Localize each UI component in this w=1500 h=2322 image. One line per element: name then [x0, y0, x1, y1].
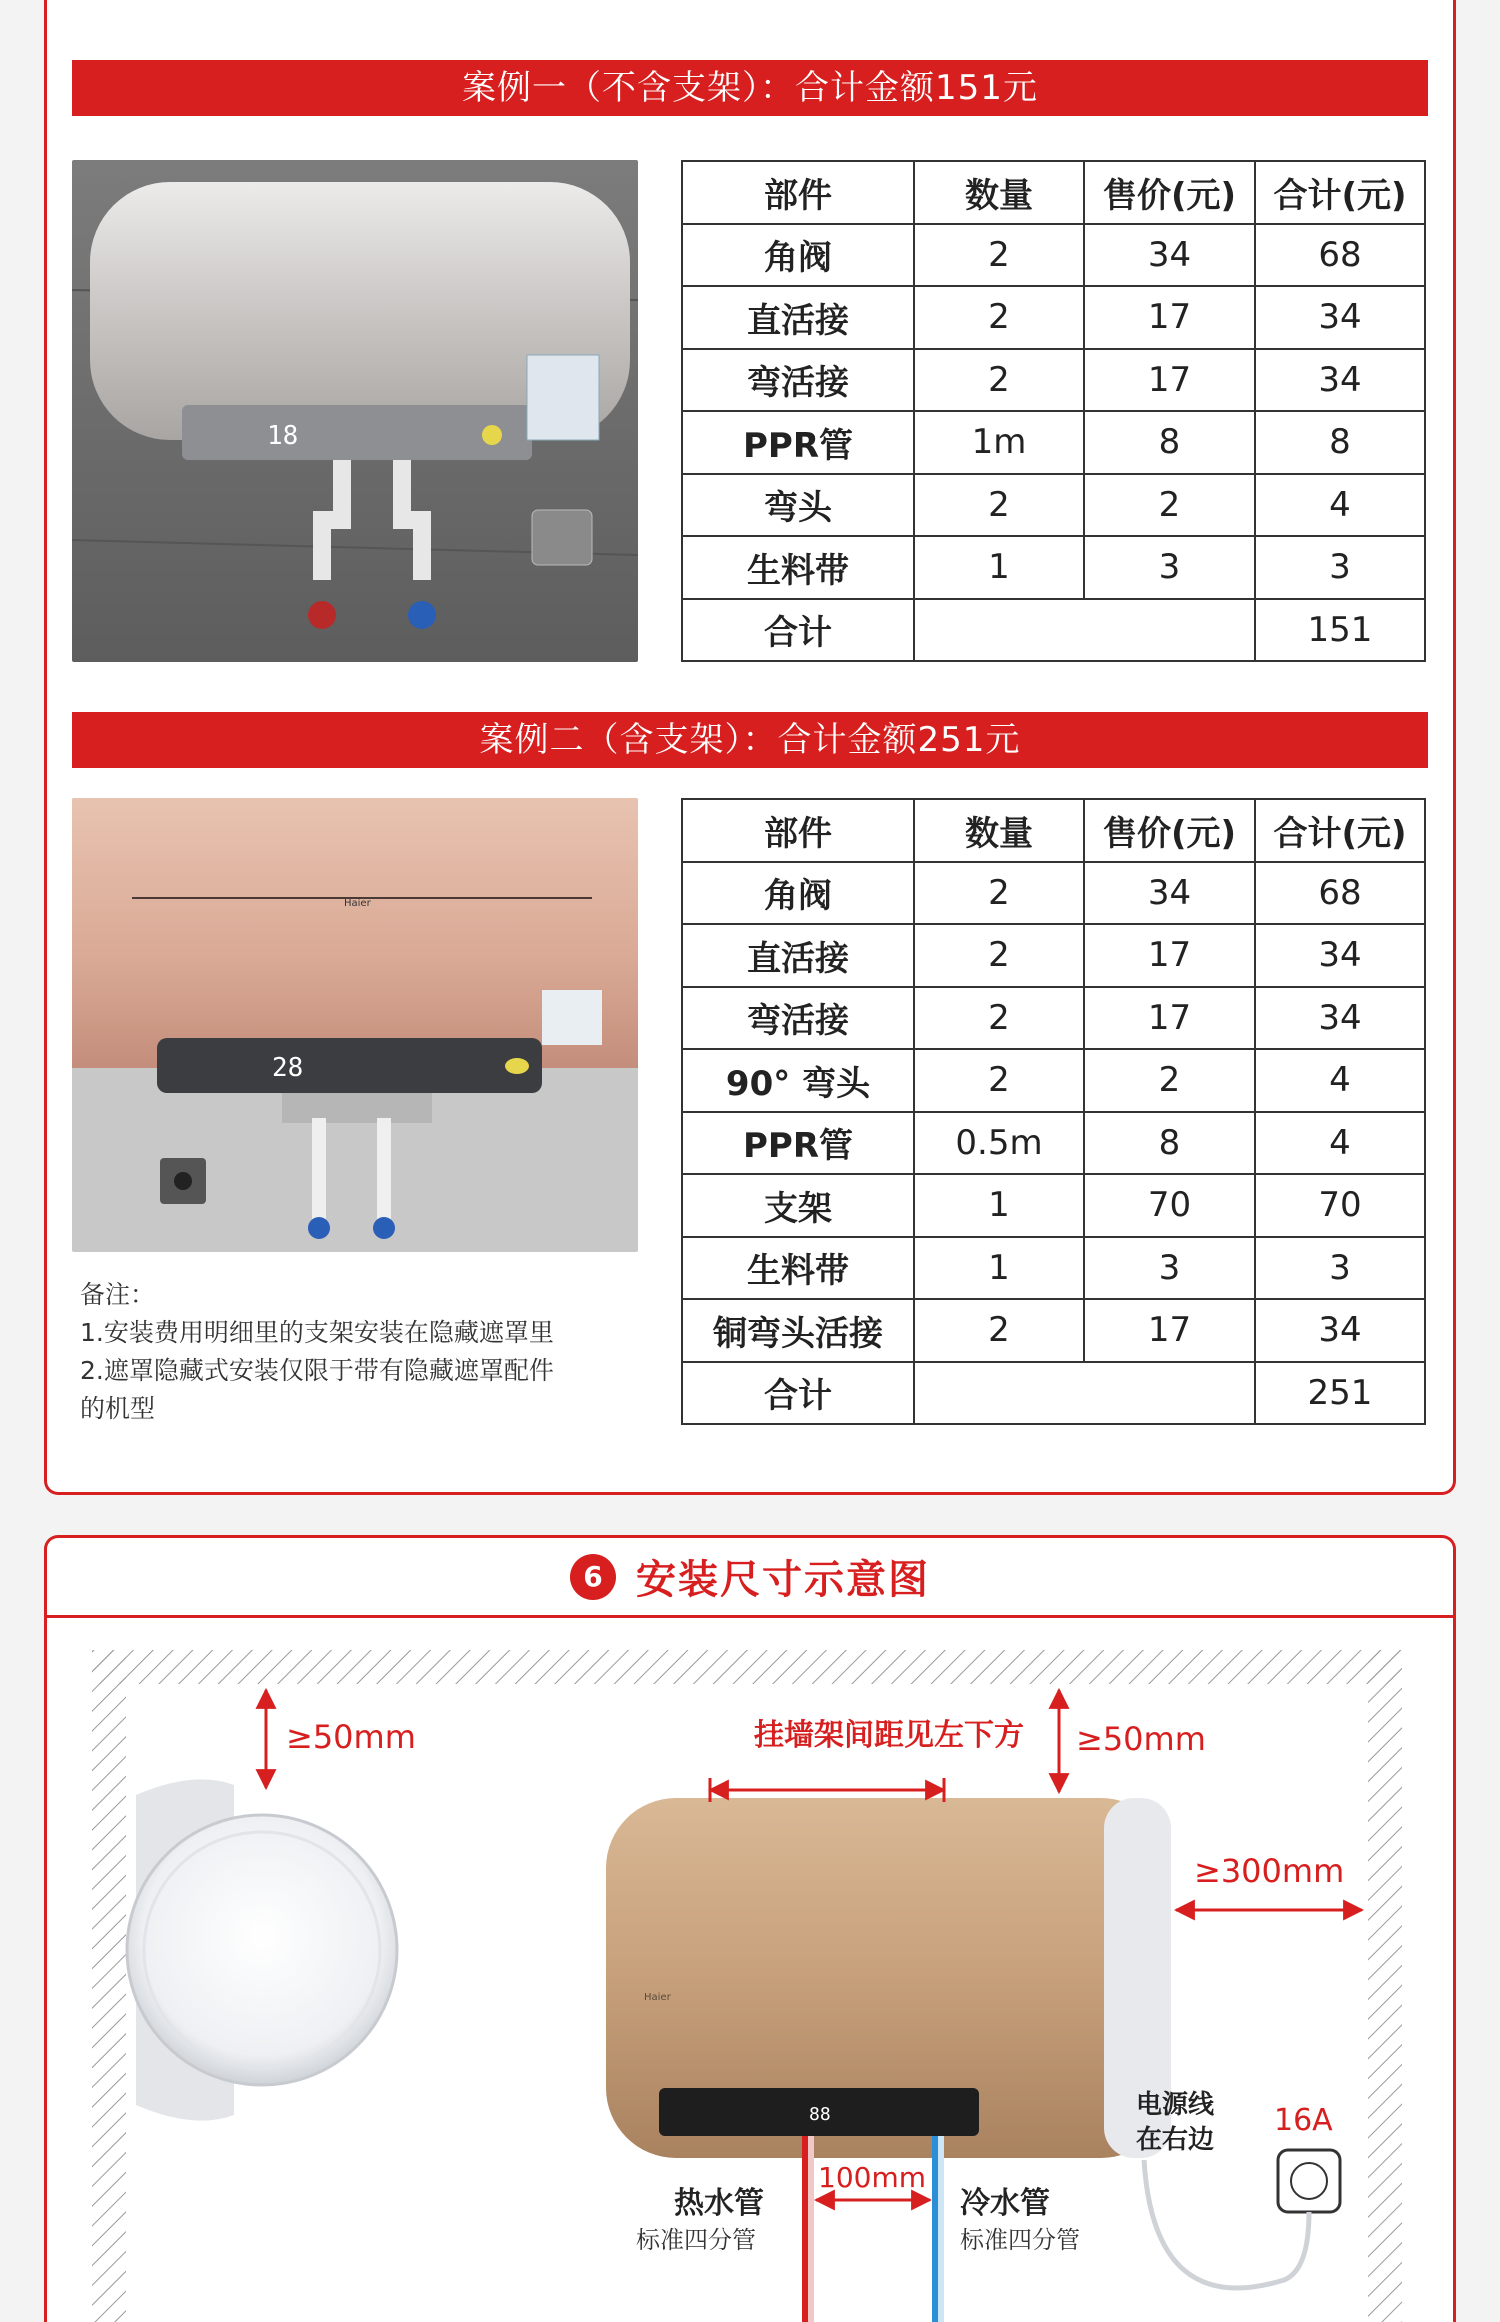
- hot-pipe-label: 热水管: [674, 2186, 764, 2221]
- cell-qty: 2: [914, 224, 1084, 287]
- cell-part: 弯头: [682, 474, 914, 537]
- cold-pipe-sub-label: 标准四分管: [960, 2226, 1080, 2254]
- cell-part: 铜弯头活接: [682, 1299, 914, 1362]
- cell-total: 8: [1255, 411, 1425, 474]
- tank-front-view: [606, 1798, 1171, 2158]
- case2-display-digits: 28: [272, 1053, 304, 1083]
- cell-part: PPR管: [682, 1112, 914, 1175]
- pipe-gap-label: 100mm: [818, 2161, 926, 2194]
- table-row: [682, 987, 1425, 1050]
- cell-total: 68: [1255, 862, 1425, 925]
- table-row: [682, 536, 1425, 599]
- socket-rating-label: 16A: [1274, 2103, 1333, 2138]
- col-header-part: 部件: [682, 799, 914, 862]
- col-header-total: 合计(元): [1255, 799, 1425, 862]
- install-dimension-diagram: [44, 1620, 1456, 2322]
- cell-qty: 1: [914, 536, 1084, 599]
- cell-price: 3: [1084, 536, 1255, 599]
- cell-total: 34: [1255, 1299, 1425, 1362]
- bracket-spacing-label: 挂墙架间距见左下方: [754, 1718, 1024, 1753]
- cell-total: 34: [1255, 349, 1425, 412]
- case1-cost-table: [681, 160, 1426, 662]
- socket-icon: [1278, 2150, 1340, 2212]
- top-clearance-left-label: ≥50mm: [286, 1718, 416, 1756]
- sum-value: 251: [1255, 1362, 1425, 1425]
- cell-part: 支架: [682, 1174, 914, 1237]
- table-row: [682, 1299, 1425, 1362]
- svg-text:Haier: Haier: [344, 898, 371, 909]
- table-row: [682, 1049, 1425, 1112]
- cell-qty: 2: [914, 474, 1084, 537]
- cell-total: 70: [1255, 1174, 1425, 1237]
- notes-block: [80, 1276, 640, 1428]
- col-header-qty: 数量: [914, 799, 1084, 862]
- case1-photo: [72, 160, 638, 662]
- table-sum-row: [682, 599, 1425, 662]
- cell-qty: 2: [914, 924, 1084, 987]
- cell-qty: 2: [914, 1049, 1084, 1112]
- cell-total: 34: [1255, 924, 1425, 987]
- power-cord-label-2: 在右边: [1136, 2125, 1215, 2155]
- cold-pipe-label: 冷水管: [960, 2186, 1050, 2221]
- cell-price: 34: [1084, 224, 1255, 287]
- case2-banner: 案例二（含支架）：合计金额251元: [72, 712, 1428, 768]
- col-header-qty: 数量: [914, 161, 1084, 224]
- section-title: 安装尺寸示意图: [636, 1557, 930, 1603]
- top-clearance-right-label: ≥50mm: [1076, 1720, 1206, 1758]
- hot-pipe-sub-label: 标准四分管: [636, 2226, 756, 2254]
- cell-price: 17: [1084, 349, 1255, 412]
- col-header-total: 合计(元): [1255, 161, 1425, 224]
- hot-pipe: [802, 2136, 808, 2322]
- table-row: [682, 1112, 1425, 1175]
- cell-qty: 2: [914, 1299, 1084, 1362]
- section-header: [47, 1538, 1453, 1618]
- svg-text:Haier: Haier: [644, 1992, 671, 2003]
- table-sum-row: [682, 1362, 1425, 1425]
- sum-value: 151: [1255, 599, 1425, 662]
- table-row: [682, 924, 1425, 987]
- cell-price: 3: [1084, 1237, 1255, 1300]
- table-row: [682, 349, 1425, 412]
- sum-label: 合计: [682, 599, 914, 662]
- cell-qty: 2: [914, 286, 1084, 349]
- table-row: [682, 862, 1425, 925]
- cell-qty: 1: [914, 1174, 1084, 1237]
- cell-part: PPR管: [682, 411, 914, 474]
- table-row: [682, 286, 1425, 349]
- cell-qty: 1m: [914, 411, 1084, 474]
- wall-left: [92, 1650, 126, 2322]
- cell-total: 3: [1255, 1237, 1425, 1300]
- cell-price: 34: [1084, 862, 1255, 925]
- wall-right: [1368, 1650, 1402, 2322]
- cell-qty: 0.5m: [914, 1112, 1084, 1175]
- cell-qty: 2: [914, 987, 1084, 1050]
- cell-price: 17: [1084, 286, 1255, 349]
- side-clearance-label: ≥300mm: [1194, 1852, 1345, 1890]
- cell-part: 90° 弯头: [682, 1049, 914, 1112]
- cell-qty: 2: [914, 349, 1084, 412]
- cell-price: 70: [1084, 1174, 1255, 1237]
- table-row: [682, 1174, 1425, 1237]
- cell-part: 直活接: [682, 924, 914, 987]
- notes-title: 备注：: [80, 1280, 156, 1309]
- cell-part: 角阀: [682, 224, 914, 287]
- cell-price: 2: [1084, 474, 1255, 537]
- notes-line: 的机型: [80, 1394, 156, 1423]
- power-cord-label-1: 电源线: [1136, 2090, 1215, 2120]
- cell-part: 角阀: [682, 862, 914, 925]
- table-row: [682, 411, 1425, 474]
- section-number-badge: 6: [570, 1554, 616, 1600]
- table-row: [682, 474, 1425, 537]
- cell-price: 8: [1084, 411, 1255, 474]
- col-header-price: 售价(元): [1084, 799, 1255, 862]
- sum-label: 合计: [682, 1362, 914, 1425]
- notes-line: 2.遮罩隐藏式安装仅限于带有隐藏遮罩配件: [80, 1356, 554, 1385]
- case1-display-digits: 18: [267, 421, 299, 451]
- case2-photo: [72, 798, 638, 1252]
- cell-total: 4: [1255, 1112, 1425, 1175]
- cell-total: 3: [1255, 536, 1425, 599]
- table-row: [682, 224, 1425, 287]
- cell-part: 生料带: [682, 536, 914, 599]
- cell-price: 17: [1084, 987, 1255, 1050]
- cell-total: 68: [1255, 224, 1425, 287]
- cold-pipe: [932, 2136, 938, 2322]
- cell-total: 4: [1255, 1049, 1425, 1112]
- cell-part: 直活接: [682, 286, 914, 349]
- cell-price: 17: [1084, 1299, 1255, 1362]
- cell-part: 弯活接: [682, 987, 914, 1050]
- case1-banner: 案例一（不含支架）：合计金额151元: [72, 60, 1428, 116]
- cell-price: 8: [1084, 1112, 1255, 1175]
- case2-cost-table: [681, 798, 1426, 1425]
- cell-part: 弯活接: [682, 349, 914, 412]
- cell-qty: 1: [914, 1237, 1084, 1300]
- cell-total: 34: [1255, 286, 1425, 349]
- cell-qty: 2: [914, 862, 1084, 925]
- cell-price: 17: [1084, 924, 1255, 987]
- wall-top: [92, 1650, 1402, 1684]
- notes-line: 1.安装费用明细里的支架安装在隐藏遮罩里: [80, 1318, 554, 1347]
- cell-price: 2: [1084, 1049, 1255, 1112]
- col-header-price: 售价(元): [1084, 161, 1255, 224]
- cell-part: 生料带: [682, 1237, 914, 1300]
- tank-display-digits: 88: [809, 2104, 831, 2125]
- cell-total: 4: [1255, 474, 1425, 537]
- table-row: [682, 1237, 1425, 1300]
- col-header-part: 部件: [682, 161, 914, 224]
- cell-total: 34: [1255, 987, 1425, 1050]
